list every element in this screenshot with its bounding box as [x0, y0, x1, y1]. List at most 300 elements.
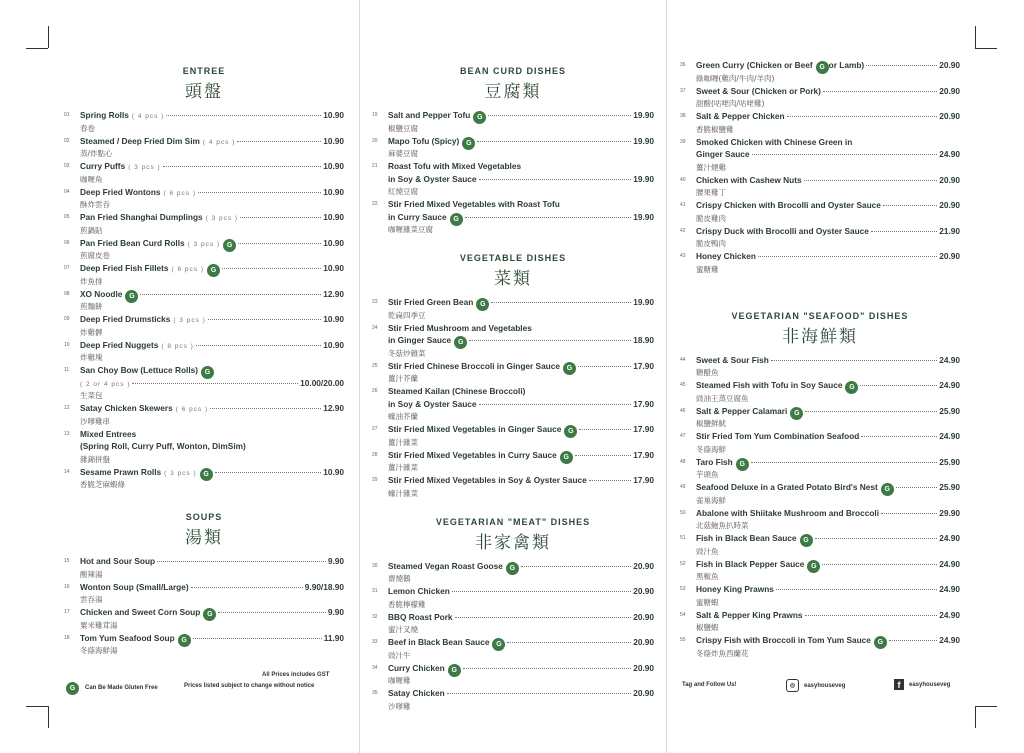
- item-name-cn: 薑汁雜菜: [388, 437, 418, 447]
- crop-mark: [975, 706, 976, 728]
- instagram-handle: easyhouseveg: [804, 682, 846, 689]
- item-line: [696, 482, 960, 495]
- item-name: Curry Chicken: [388, 662, 445, 673]
- crop-mark: [26, 706, 48, 707]
- gluten-free-icon: G: [200, 468, 213, 481]
- item-price: 24.90: [939, 558, 960, 569]
- section-title: VEGETARIAN "SEAFOOD" DISHES: [731, 310, 909, 321]
- item-name-cn: 蜜糖蝦: [696, 597, 719, 607]
- menu-item[interactable]: [64, 429, 344, 465]
- item-line: [388, 637, 654, 650]
- item-name-cn: 椒鹽蝦: [696, 623, 719, 632]
- item-line: [388, 561, 654, 574]
- item-price: 17.90: [633, 360, 654, 371]
- item-price: 24.90: [939, 584, 960, 594]
- item-name-cn: 豉油王蒸豆腐魚: [696, 393, 749, 403]
- item-price: 10.90: [323, 110, 344, 120]
- item-price: 25.90: [939, 456, 960, 467]
- item-name: Satay Chicken: [388, 688, 445, 698]
- item-price: 10.90: [323, 237, 344, 248]
- gluten-free-icon: G: [462, 137, 475, 150]
- dot-leader: [218, 612, 326, 613]
- item-number: 29: [372, 477, 378, 483]
- dot-leader: [507, 642, 631, 643]
- item-line: [80, 187, 344, 200]
- menu-item[interactable]: [680, 226, 960, 250]
- item-name-cn: 炸雞髀: [80, 327, 103, 337]
- menu-item[interactable]: [372, 424, 654, 448]
- item-price: 19.90: [633, 110, 654, 120]
- item-quantity: ( 3 pcs ): [187, 240, 221, 248]
- dot-leader: [804, 180, 938, 181]
- dot-leader: [455, 617, 632, 618]
- menu-item[interactable]: [372, 110, 654, 134]
- dot-leader: [163, 166, 322, 167]
- item-price: 12.90: [323, 288, 344, 299]
- item-price: 24.90: [939, 149, 960, 159]
- menu-item[interactable]: [680, 584, 960, 608]
- item-name: Mapo Tofu (Spicy): [388, 135, 460, 146]
- dot-leader: [589, 480, 631, 481]
- item-number: 12: [64, 405, 70, 411]
- item-name-cn: 冬蔭海鮮湯: [80, 646, 118, 655]
- menu-item[interactable]: [372, 612, 654, 636]
- item-number: 36: [680, 62, 686, 68]
- item-name-cn: 蠔汁雜菜: [388, 488, 418, 498]
- menu-item[interactable]: [680, 111, 960, 135]
- menu-item[interactable]: [372, 561, 654, 585]
- menu-item[interactable]: [64, 467, 344, 491]
- item-line: [696, 226, 960, 239]
- menu-item[interactable]: [680, 635, 960, 659]
- dot-leader: [521, 566, 631, 567]
- item-number: 07: [64, 265, 70, 271]
- item-price: 17.90: [633, 449, 654, 460]
- item-name-cn: 香脆檸檬雞: [388, 599, 426, 609]
- crop-mark: [975, 26, 976, 48]
- item-name-cn: 北菇鮑魚扒時菜: [696, 521, 749, 530]
- item-name-cont: in Soy & Oyster Sauce: [388, 398, 477, 409]
- item-name: Spring Rolls: [80, 110, 129, 120]
- item-line: [80, 467, 344, 480]
- item-line: [696, 431, 960, 444]
- menu-item[interactable]: [64, 238, 344, 262]
- menu-item[interactable]: [680, 251, 960, 275]
- item-name: Crispy Duck with Brocolli and Oyster Sauce: [696, 225, 869, 236]
- item-name: Stir Fried Mixed Vegetables with Roast Tofu: [388, 199, 560, 209]
- facebook-link[interactable]: [894, 679, 950, 690]
- dot-leader: [488, 115, 631, 116]
- item-name: Hot and Sour Soup: [80, 556, 156, 566]
- section-title: VEGETARIAN "MEAT" DISHES: [435, 516, 591, 527]
- item-name-cn: 豉汁魚: [696, 546, 719, 556]
- item-name: Steamed Fish with Tofu in Soy Sauce: [696, 380, 843, 390]
- item-name: Stir Fried Green Bean: [388, 297, 474, 307]
- menu-item[interactable]: [64, 340, 344, 364]
- item-name-cn: 咖喱角: [80, 174, 103, 184]
- item-line: [80, 238, 344, 251]
- dot-leader: [198, 192, 321, 193]
- menu-item[interactable]: [372, 450, 654, 474]
- item-price: 12.90: [323, 403, 344, 413]
- dot-leader: [208, 319, 321, 320]
- item-price: 17.90: [633, 475, 654, 485]
- dot-leader: [889, 640, 937, 641]
- item-name-cn: 麻婆豆腐: [388, 149, 418, 158]
- dot-leader: [866, 65, 937, 66]
- instagram-icon: ◎: [786, 679, 799, 692]
- gf-legend-text: Can Be Made Gluten Free: [85, 684, 158, 691]
- menu-item[interactable]: [680, 610, 960, 634]
- column-middle: [372, 60, 654, 714]
- item-line: [696, 86, 960, 99]
- item-name: Chicken and Sweet Corn Soup: [80, 607, 201, 617]
- gluten-free-icon: G: [473, 111, 486, 124]
- item-name-cn: 煎麵餅: [80, 302, 103, 311]
- item-name: Steamed Kailan (Chinese Broccoli): [388, 386, 526, 396]
- item-name: Tom Yum Seafood Soup: [80, 632, 175, 643]
- item-price: 20.90: [633, 586, 654, 596]
- menu-item[interactable]: [680, 60, 960, 84]
- dot-leader: [860, 385, 937, 386]
- dot-leader: [238, 243, 321, 244]
- item-name-cn: 炸雞塊: [80, 353, 103, 362]
- item-price: 20.90: [633, 637, 654, 647]
- item-number: 23: [372, 299, 378, 305]
- item-number: 26: [372, 388, 378, 394]
- item-name: Taro Fish: [696, 456, 733, 467]
- item-name: Deep Fried Drumsticks: [80, 314, 171, 324]
- dot-leader: [465, 217, 632, 218]
- item-quantity: ( 6 pcs ): [175, 406, 209, 413]
- item-name: Curry Puffs: [80, 161, 126, 171]
- menu-item[interactable]: [64, 289, 344, 313]
- menu-item[interactable]: [64, 607, 344, 631]
- item-line: [696, 60, 960, 73]
- menu-item[interactable]: [64, 556, 344, 580]
- item-name-cn: 蠔油芥蘭: [388, 412, 418, 421]
- item-price: 24.90: [939, 380, 960, 390]
- item-number: 14: [64, 468, 70, 475]
- item-number: 38: [680, 113, 686, 119]
- item-price: 20.90: [633, 560, 654, 571]
- dot-leader: [579, 429, 631, 430]
- gluten-free-icon: G: [207, 264, 220, 277]
- bean-curd-list: [372, 110, 654, 235]
- item-name-cn: 薑汁煙雞: [696, 162, 726, 172]
- item-name-cn: 粟米雞茸湯: [80, 620, 118, 630]
- menu-item[interactable]: [64, 263, 344, 287]
- menu-item[interactable]: [64, 136, 344, 160]
- item-name: Stir Fried Tom Yum Combination Seafood: [696, 431, 860, 441]
- dot-leader: [196, 345, 321, 346]
- item-description: (Spring Roll, Curry Puff, Wonton, DimSim): [80, 441, 246, 451]
- menu-item[interactable]: [64, 187, 344, 211]
- menu-item[interactable]: [680, 355, 960, 379]
- item-line: [388, 136, 654, 149]
- section-title: BEAN CURD DISHES: [459, 66, 566, 76]
- item-price: 24.90: [939, 533, 960, 543]
- item-name-cn: 豉汁牛: [388, 650, 411, 660]
- item-line: [696, 251, 960, 264]
- gluten-free-icon: G: [125, 290, 138, 303]
- item-name: Green Curry (Chicken or Beef: [696, 60, 813, 70]
- item-quantity: ( 3 pcs ): [164, 469, 197, 477]
- dot-leader: [896, 487, 937, 488]
- gluten-free-icon: G: [881, 483, 894, 496]
- section-title: SOUPS: [185, 512, 223, 522]
- item-number: 11: [64, 367, 70, 373]
- gluten-free-icon: G: [450, 213, 463, 226]
- item-price: 10.90: [323, 186, 344, 197]
- item-name: Lemon Chicken: [388, 586, 450, 596]
- item-line: [696, 200, 960, 213]
- dot-leader: [751, 462, 938, 463]
- section-title-cn: 湯類: [185, 528, 223, 548]
- item-number: 04: [64, 188, 70, 195]
- entree-list: [64, 110, 344, 490]
- item-line: [80, 607, 344, 620]
- item-name: Salt and Pepper Tofu: [388, 110, 471, 120]
- item-number: 28: [372, 451, 378, 458]
- item-number: 03: [64, 163, 70, 169]
- menu-item[interactable]: [372, 297, 654, 321]
- item-price: 17.90: [633, 424, 654, 434]
- item-line: [696, 610, 960, 623]
- dot-leader: [469, 340, 631, 341]
- item-name-cn: 雲吞湯: [80, 595, 103, 604]
- item-number: 50: [680, 509, 686, 516]
- menu-item[interactable]: [64, 161, 344, 185]
- dot-leader: [871, 231, 937, 232]
- item-name-cn: 齋燒鵝: [388, 574, 411, 583]
- gluten-free-icon: G: [66, 682, 79, 695]
- menu-item[interactable]: [64, 633, 344, 657]
- menu-item[interactable]: [680, 137, 960, 173]
- section-title-cn: 非海鮮類: [782, 326, 858, 347]
- dot-leader: [823, 91, 937, 92]
- item-line: [696, 111, 960, 124]
- gluten-free-icon: G: [845, 381, 858, 394]
- gluten-free-icon: G: [807, 560, 820, 573]
- item-name-cn: 椒鹽豆腐: [388, 123, 418, 133]
- item-name-cont: or Lamb): [828, 60, 865, 70]
- item-name-cn: 芋頭魚: [696, 470, 719, 479]
- item-price: 17.90: [633, 398, 654, 409]
- menu-item[interactable]: [680, 559, 960, 583]
- item-line: [388, 110, 654, 123]
- item-number: 21: [372, 163, 378, 169]
- item-name: Fish in Black Bean Sauce: [696, 533, 797, 543]
- dot-leader: [787, 116, 938, 117]
- dot-leader: [191, 587, 303, 588]
- item-number: 22: [372, 201, 378, 207]
- gluten-free-icon: G: [560, 451, 573, 464]
- menu-item[interactable]: [372, 361, 654, 385]
- item-name: Sweet & Sour (Chicken or Pork): [696, 85, 821, 96]
- item-name-cn: 脆皮雞肉: [696, 213, 726, 223]
- item-price: 19.90: [633, 135, 654, 146]
- chicken-list: [680, 60, 960, 275]
- item-price: 20.90: [939, 251, 960, 261]
- item-quantity: ( 6 pcs ): [171, 266, 205, 273]
- item-price: 18.90: [633, 335, 654, 345]
- item-line: [80, 161, 344, 174]
- item-name: Deep Fried Nuggets: [80, 339, 159, 350]
- menu-item[interactable]: [372, 475, 654, 499]
- menu-item[interactable]: [680, 482, 960, 506]
- menu-item[interactable]: [680, 431, 960, 455]
- menu-item[interactable]: [372, 386, 654, 422]
- item-name-cn: 椒鹽鮮魷: [696, 419, 726, 428]
- item-quantity: ( 2 or 4 pcs ): [80, 380, 131, 388]
- item-name: Satay Chicken Skewers: [80, 403, 173, 413]
- gluten-free-icon: G: [448, 664, 461, 677]
- item-line: [388, 424, 654, 437]
- menu-item[interactable]: [372, 663, 654, 687]
- menu-item[interactable]: [372, 161, 654, 197]
- item-quantity: ( 3 pcs ): [205, 215, 239, 222]
- menu-item[interactable]: [680, 457, 960, 481]
- item-number: 40: [680, 176, 686, 183]
- gluten-free-icon: G: [506, 562, 519, 575]
- item-price: 19.90: [633, 173, 654, 184]
- menu-item[interactable]: [64, 582, 344, 606]
- dot-leader: [861, 436, 937, 437]
- item-line: [696, 149, 960, 162]
- item-name: Stir Fried Mixed Vegetables in Curry Sauce: [388, 449, 557, 460]
- item-number: 54: [680, 611, 686, 618]
- menu-item[interactable]: [372, 199, 654, 235]
- item-price: 21.90: [939, 225, 960, 236]
- section-title: ENTREE: [182, 66, 226, 76]
- item-price: 20.90: [633, 611, 654, 622]
- item-line: [696, 457, 960, 470]
- item-price: 10.90: [323, 212, 344, 222]
- dot-leader: [575, 455, 631, 456]
- menu-item[interactable]: [64, 212, 344, 236]
- menu-item[interactable]: [680, 86, 960, 110]
- item-line: [388, 161, 654, 174]
- item-line: [388, 361, 654, 374]
- instagram-link[interactable]: [786, 679, 845, 692]
- menu-item[interactable]: [680, 175, 960, 199]
- item-price: 9.90: [327, 556, 344, 566]
- menu-item[interactable]: [372, 323, 654, 359]
- item-line: [388, 297, 654, 310]
- dot-leader: [815, 538, 938, 539]
- item-number: 16: [64, 583, 70, 590]
- item-name: Salt & Pepper Chicken: [696, 111, 785, 121]
- vegetable-list: [372, 297, 654, 499]
- item-number: 39: [680, 138, 686, 145]
- section-title-cn: 豆腐類: [484, 82, 542, 102]
- dot-leader: [883, 205, 937, 206]
- item-number: 41: [680, 202, 686, 208]
- menu-item[interactable]: [64, 403, 344, 427]
- section-title: VEGETABLE DISHES: [459, 253, 567, 263]
- section-title-cn: 頭盤: [185, 82, 223, 102]
- item-name: Salt & Pepper Calamari: [696, 405, 788, 416]
- item-name: Crispy Fish with Broccoli in Tom Yum Sauce: [696, 635, 871, 645]
- item-name-cn: 咖喱雜菜豆腐: [388, 225, 433, 234]
- item-number: 44: [680, 356, 686, 363]
- item-number: 34: [372, 664, 378, 671]
- item-line: [696, 137, 960, 150]
- menu-item[interactable]: [680, 380, 960, 404]
- menu-item[interactable]: [372, 637, 654, 661]
- item-line: [696, 380, 960, 393]
- item-number: 47: [680, 433, 686, 439]
- menu-item[interactable]: [64, 365, 344, 401]
- item-name-cn: 乾扁四季豆: [388, 310, 426, 320]
- facebook-icon: f: [894, 679, 904, 690]
- item-name-cn: 酥炸雲吞: [80, 200, 110, 209]
- menu-item[interactable]: [64, 110, 344, 134]
- item-name-cn: 脆皮鴨肉: [696, 239, 726, 248]
- item-name-cn: 薑汁芥蘭: [388, 374, 418, 383]
- tag-follow-text: Tag and Follow Us!: [682, 682, 737, 688]
- menu-item[interactable]: [372, 688, 654, 712]
- item-name-cn: 冬蔭炸魚西蘭花: [696, 648, 749, 658]
- item-name: Steamed / Deep Fried Dim Sim: [80, 135, 200, 146]
- item-number: 27: [372, 426, 378, 432]
- item-number: 19: [372, 112, 378, 118]
- item-quantity: ( 6 pcs ): [163, 189, 196, 197]
- item-line: [388, 386, 654, 399]
- dot-leader: [222, 268, 321, 269]
- item-line: [80, 314, 344, 327]
- item-number: 46: [680, 407, 686, 414]
- item-line: [696, 559, 960, 572]
- gst-note: All Prices includes GST: [262, 672, 330, 678]
- menu-item[interactable]: [680, 406, 960, 430]
- dot-leader: [578, 366, 631, 367]
- item-name-cn: 煎腐皮卷: [80, 251, 110, 260]
- item-line: [80, 136, 344, 149]
- dot-leader: [776, 589, 937, 590]
- item-name-cn: 甜酸(咕咾肉/咕咾雞): [696, 99, 765, 108]
- item-name-cn: 春卷: [80, 123, 95, 133]
- crop-mark: [975, 48, 997, 49]
- item-line: [80, 212, 344, 225]
- item-line: [696, 635, 960, 648]
- menu-item[interactable]: [680, 200, 960, 224]
- menu-item[interactable]: [64, 314, 344, 338]
- item-price: 24.90: [939, 635, 960, 645]
- gluten-free-icon: G: [178, 634, 191, 647]
- item-name: Deep Fried Wontons: [80, 186, 161, 197]
- item-name: Wonton Soup (Small/Large): [80, 581, 189, 592]
- menu-item[interactable]: [680, 508, 960, 532]
- menu-item[interactable]: [680, 533, 960, 557]
- item-name: Chicken with Cashew Nuts: [696, 174, 802, 185]
- menu-item[interactable]: [372, 586, 654, 610]
- item-name: XO Noodle: [80, 288, 123, 299]
- item-name-cn: 紅燒豆腐: [388, 187, 418, 196]
- item-price: 29.90: [939, 507, 960, 518]
- item-quantity: ( 3 pcs ): [128, 164, 161, 171]
- item-line: [388, 174, 654, 187]
- crop-mark: [48, 706, 49, 728]
- item-line: [696, 508, 960, 521]
- dot-leader: [822, 564, 937, 565]
- item-line: [80, 340, 344, 353]
- item-quantity: ( 3 pcs ): [173, 317, 206, 324]
- item-name-cn: 酸辣湯: [80, 569, 103, 579]
- menu-item[interactable]: [372, 136, 654, 160]
- dot-leader: [166, 115, 321, 116]
